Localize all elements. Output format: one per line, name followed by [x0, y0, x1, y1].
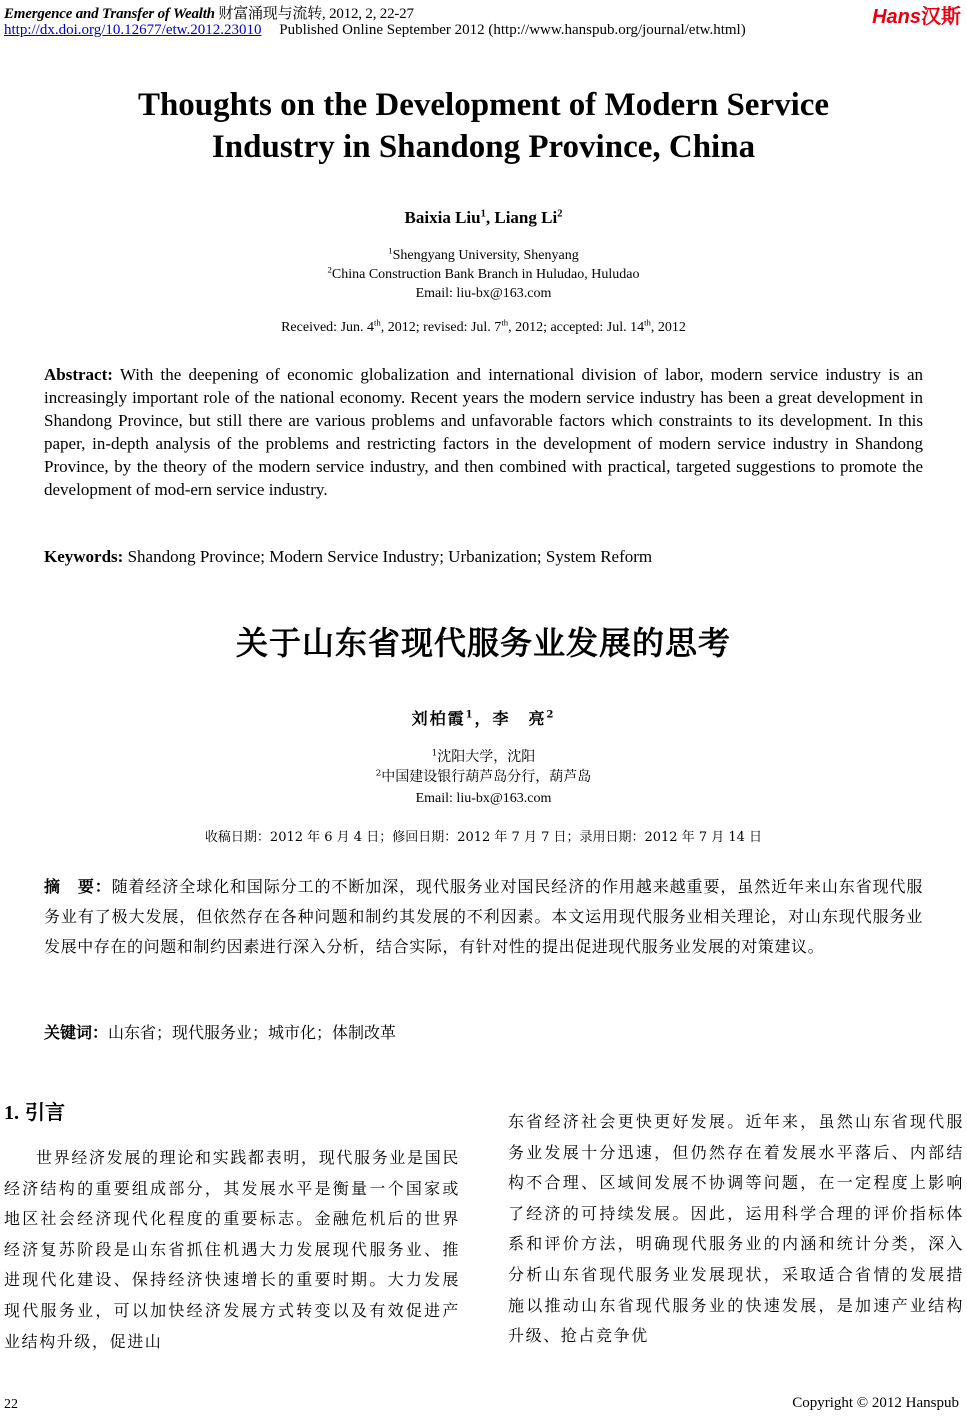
keywords-text-cn: 山东省；现代服务业；城市化；体制改革	[108, 1023, 397, 1042]
abstract-text-cn: 随着经济全球化和国际分工的不断加深，现代服务业对国民经济的作用越来越重要，虽然近年来山东省现代服务业有了极大发展，但依然存在各种问题和制约其发展的不利因素。本文运用现代服务业相关理论，对山东现代服务业发展中存在的问题和制约因素进行深入分析，结合实际，有针对性的提出促进现代服务业发展的对策建议。	[44, 877, 923, 956]
keywords-label: Keywords:	[44, 547, 124, 566]
published-online: Published Online September 2012 (http://www.hanspub.org/journal/etw.html)	[279, 22, 746, 38]
title-line-2: Industry in Shandong Province, China	[211, 129, 756, 165]
keywords-label-cn: 关键词：	[44, 1023, 109, 1042]
dates-cn: 收稿日期：2012 年 6 月 4 日；修回日期：2012 年 7 月 7 日；录用日期：2012 年 7 月 14 日	[204, 830, 763, 845]
author-separator: ，	[474, 709, 493, 728]
title-line-1: Thoughts on the Development of Modern Service	[137, 87, 830, 123]
author-1-sup: 1	[480, 208, 486, 220]
logo-cn: 汉斯	[921, 4, 961, 28]
aff-sup: 1	[431, 748, 438, 759]
section-heading	[4, 1096, 65, 1125]
logo-latin: Hans	[872, 6, 921, 28]
author-1-sup: 1	[465, 709, 475, 721]
date-sup: th	[374, 317, 381, 328]
author-1: Baixia Liu	[404, 208, 481, 227]
aff-sup: 1	[388, 245, 393, 256]
date-end: , 2012	[650, 320, 686, 335]
date-sup: th	[501, 317, 509, 328]
abstract-en	[44, 363, 923, 501]
body-column-left: 世界经济发展的理论和实践都表明，现代服务业是国民经济结构的重要组成部分，其发展水平是衡量一个国家或地区社会经济现代化程度的重要标志。金融危机后的世界经济复苏阶段是山东省抓住机遇大力发展现代服务业、推进现代化建设、保持经济快速增长的重要时期。大力发展现代服务业，可以加快经济发展方式转变以及有效促进产业结构升级，促进山	[4, 1148, 460, 1351]
body-column-right: 东省经济社会更快更好发展。近年来，虽然山东省现代服务业发展十分迅速，但仍然存在着发展水平落后、内部结构不合理、区域间发展不协调等问题，在一定程度上影响了经济的可持续发展。因此，运用科学合理的评价指标体系和评价方法，明确现代服务业的内涵和统计分类，深入分析山东省现代服务业发展现状，采取适合省情的发展措施以推动山东省现代服务业的快速发展，是加速产业结构升级、抢占竞争优	[508, 1112, 964, 1346]
email-cn: Email: liu-bx@163.com	[415, 791, 552, 806]
authors-en	[0, 208, 967, 228]
doi-link[interactable]: http://dx.doi.org/10.12677/etw.2012.23010	[4, 22, 262, 38]
keywords-en	[44, 547, 652, 567]
affiliation-2-en	[0, 265, 967, 284]
date-sup: th	[644, 317, 651, 328]
author-separator: ,	[485, 208, 495, 227]
abstract-label-cn: 摘 要：	[44, 877, 112, 896]
keywords-cn	[44, 1020, 396, 1043]
journal-header	[4, 2, 414, 23]
journal-citation: 财富涌现与流转, 2012, 2, 22-27	[218, 6, 414, 22]
aff-text: 沈阳大学，沈阳	[437, 749, 536, 765]
doi-line	[4, 22, 746, 39]
abstract-cn	[44, 872, 923, 962]
copyright: Copyright © 2012 Hanspub	[792, 1395, 959, 1411]
aff-sup: 2	[327, 264, 332, 275]
revised-date: , 2012; revised: Jul. 7	[380, 320, 502, 335]
affiliation-1-cn	[0, 748, 967, 767]
aff-sup: 2	[375, 768, 382, 779]
author-1-cn: 刘柏霞	[411, 709, 466, 728]
section-number: 1.	[4, 1102, 19, 1124]
paper-title-en	[0, 84, 967, 168]
abstract-text: With the deepening of economic globalization and international division of labor, modern service industry is an increasingly important role of the national economy. Recent years the modern service industry has been a great development in Shandong Province, but still there are various problems and unfavorable factors which constraints to its development. In this paper, in-depth analysis of the problems and restricting factors in the development of modern service industry in Shandong Province, by the theory of the modern service industry, and then combined with practical, targeted suggestions to promote the development of mod-ern service industry.	[44, 365, 923, 499]
paper-title-cn: 关于山东省现代服务业发展的思考	[235, 624, 731, 662]
affiliation-1-en	[0, 246, 967, 265]
author-2-sup: 2	[546, 709, 556, 721]
section-title: 引言	[25, 1100, 65, 1124]
email-en: Email: liu-bx@163.com	[415, 286, 552, 301]
author-2-cn: 李 亮	[492, 709, 547, 728]
page-number: 22	[4, 1397, 18, 1412]
author-2-sup: 2	[557, 208, 563, 220]
abstract-label: Abstract:	[44, 365, 113, 384]
received-date: Received: Jun. 4	[281, 320, 375, 335]
affiliation-2-cn	[0, 768, 967, 787]
journal-name: Emergence and Transfer of Wealth	[4, 6, 215, 22]
author-2: Liang Li	[494, 208, 558, 227]
accepted-date: , 2012; accepted: Jul. 14	[508, 320, 645, 335]
aff-text: Shengyang University, Shenyang	[392, 248, 579, 263]
aff-text: 中国建设银行葫芦岛分行，葫芦岛	[381, 769, 592, 785]
keywords-text: Shandong Province; Modern Service Industry; Urbanization; System Reform	[123, 547, 653, 566]
aff-text: China Construction Bank Branch in Huludao, Huludao	[331, 267, 640, 282]
authors-cn	[0, 706, 967, 729]
hans-logo	[872, 0, 961, 29]
dates-en	[0, 317, 967, 336]
